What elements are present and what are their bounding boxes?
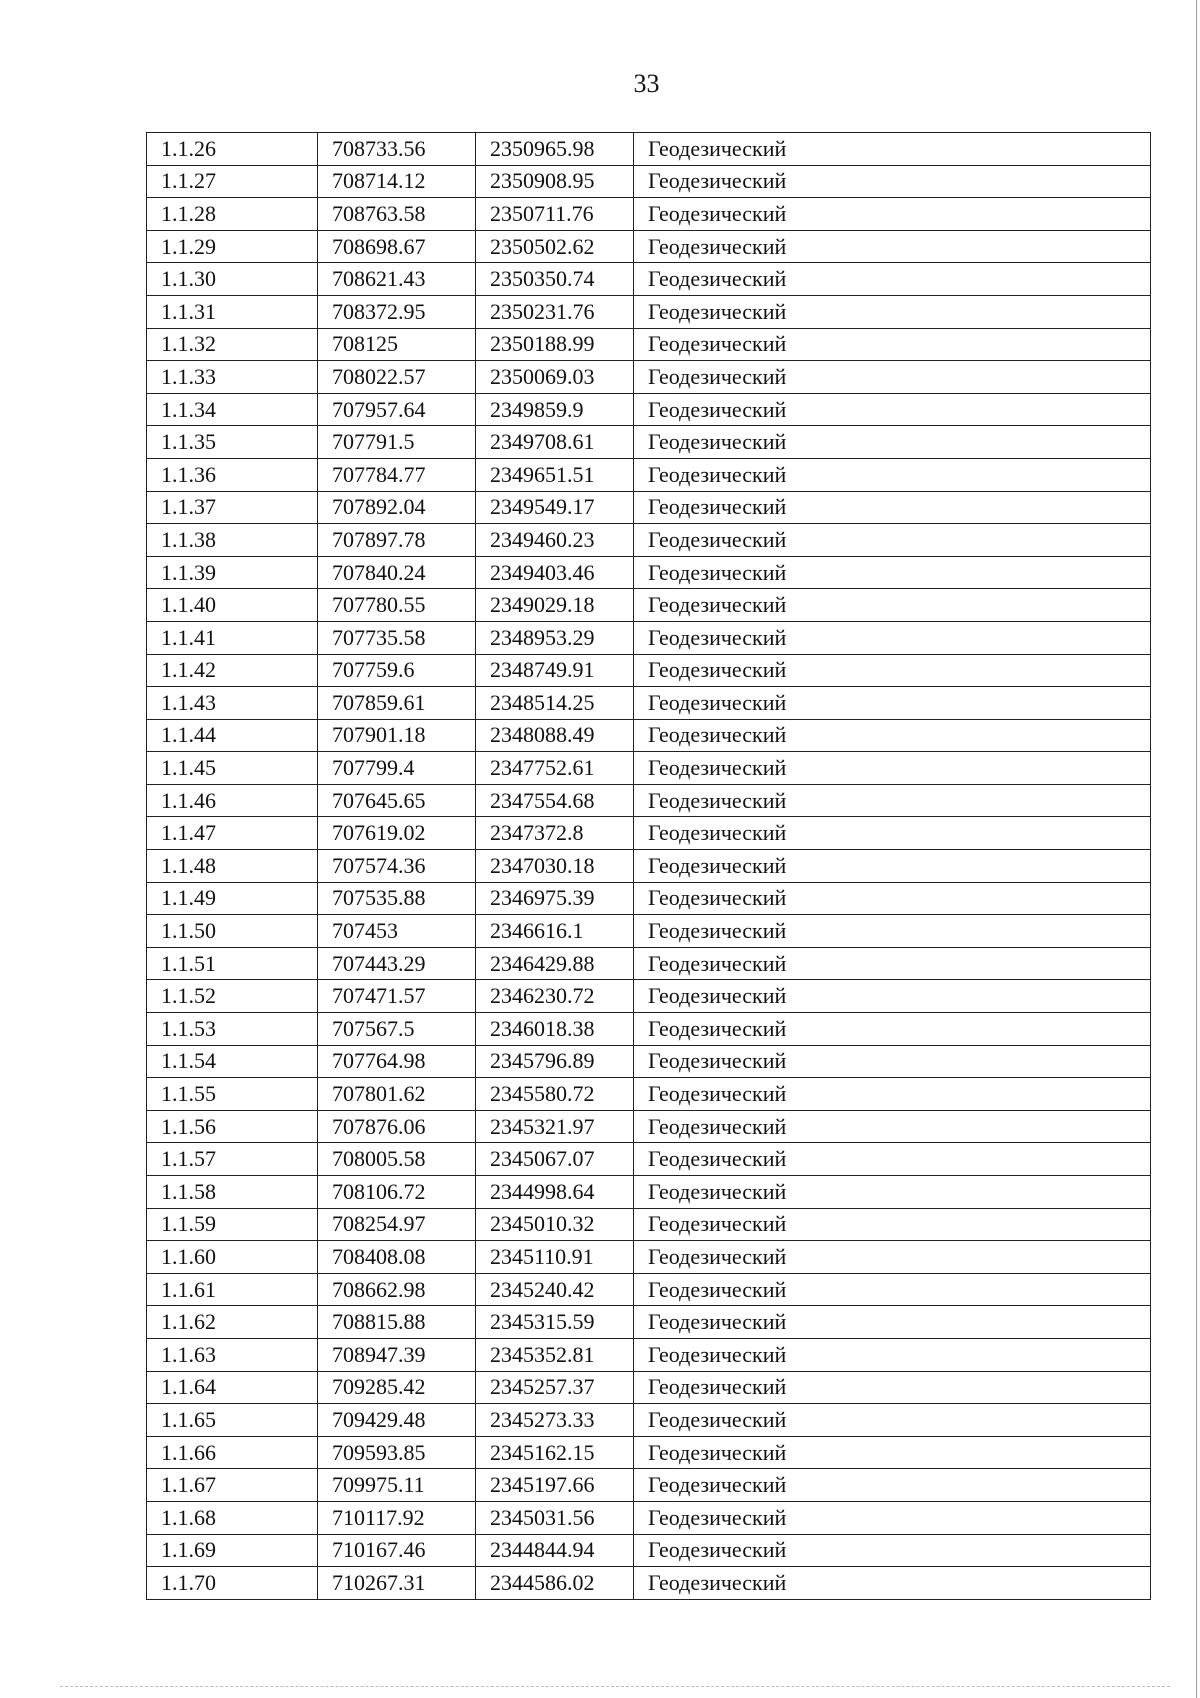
- y-coordinate-cell: 2350069.03: [476, 361, 634, 394]
- x-coordinate-cell: 708763.58: [318, 198, 476, 231]
- table-row: [147, 947, 1151, 980]
- table-row: [147, 426, 1151, 459]
- x-coordinate-cell: 710267.31: [318, 1567, 476, 1600]
- point-type-cell: Геодезический: [634, 752, 1151, 785]
- point-number-cell: 1.1.62: [147, 1306, 318, 1339]
- y-coordinate-cell: 2345352.81: [476, 1338, 634, 1371]
- coordinates-table: [146, 132, 1151, 1600]
- page-right-edge: [1196, 0, 1197, 1698]
- table-row: [147, 1306, 1151, 1339]
- point-number-cell: 1.1.51: [147, 947, 318, 980]
- point-number-cell: 1.1.60: [147, 1241, 318, 1274]
- x-coordinate-cell: 708408.08: [318, 1241, 476, 1274]
- table-row: [147, 719, 1151, 752]
- table-row: [147, 263, 1151, 296]
- point-type-cell: Геодезический: [634, 1534, 1151, 1567]
- table-row: [147, 621, 1151, 654]
- y-coordinate-cell: 2349403.46: [476, 556, 634, 589]
- point-type-cell: Геодезический: [634, 426, 1151, 459]
- table-row: [147, 458, 1151, 491]
- point-type-cell: Геодезический: [634, 947, 1151, 980]
- y-coordinate-cell: 2345010.32: [476, 1208, 634, 1241]
- y-coordinate-cell: 2346018.38: [476, 1013, 634, 1046]
- table-row: [147, 1404, 1151, 1437]
- x-coordinate-cell: 707764.98: [318, 1045, 476, 1078]
- x-coordinate-cell: 707471.57: [318, 980, 476, 1013]
- point-type-cell: Геодезический: [634, 165, 1151, 198]
- table-row: [147, 1534, 1151, 1567]
- y-coordinate-cell: 2348953.29: [476, 621, 634, 654]
- y-coordinate-cell: 2346616.1: [476, 915, 634, 948]
- point-type-cell: Геодезический: [634, 198, 1151, 231]
- y-coordinate-cell: 2349460.23: [476, 524, 634, 557]
- point-number-cell: 1.1.55: [147, 1078, 318, 1111]
- y-coordinate-cell: 2347752.61: [476, 752, 634, 785]
- y-coordinate-cell: 2348749.91: [476, 654, 634, 687]
- point-number-cell: 1.1.70: [147, 1567, 318, 1600]
- x-coordinate-cell: 707619.02: [318, 817, 476, 850]
- point-type-cell: Геодезический: [634, 230, 1151, 263]
- table-row: [147, 817, 1151, 850]
- y-coordinate-cell: 2345067.07: [476, 1143, 634, 1176]
- x-coordinate-cell: 709975.11: [318, 1469, 476, 1502]
- y-coordinate-cell: 2345257.37: [476, 1371, 634, 1404]
- y-coordinate-cell: 2349651.51: [476, 458, 634, 491]
- point-number-cell: 1.1.69: [147, 1534, 318, 1567]
- y-coordinate-cell: 2349549.17: [476, 491, 634, 524]
- table-row: [147, 915, 1151, 948]
- point-type-cell: Геодезический: [634, 654, 1151, 687]
- point-number-cell: 1.1.34: [147, 393, 318, 426]
- point-number-cell: 1.1.37: [147, 491, 318, 524]
- table-row: [147, 393, 1151, 426]
- point-type-cell: Геодезический: [634, 1306, 1151, 1339]
- y-coordinate-cell: 2347030.18: [476, 850, 634, 883]
- x-coordinate-cell: 707799.4: [318, 752, 476, 785]
- y-coordinate-cell: 2344586.02: [476, 1567, 634, 1600]
- table-row: [147, 1273, 1151, 1306]
- y-coordinate-cell: 2350711.76: [476, 198, 634, 231]
- table-row: [147, 752, 1151, 785]
- point-type-cell: Геодезический: [634, 589, 1151, 622]
- x-coordinate-cell: 708815.88: [318, 1306, 476, 1339]
- y-coordinate-cell: 2350231.76: [476, 295, 634, 328]
- point-type-cell: Геодезический: [634, 393, 1151, 426]
- point-number-cell: 1.1.58: [147, 1176, 318, 1209]
- x-coordinate-cell: 707859.61: [318, 687, 476, 720]
- y-coordinate-cell: 2349708.61: [476, 426, 634, 459]
- point-number-cell: 1.1.67: [147, 1469, 318, 1502]
- point-type-cell: Геодезический: [634, 1143, 1151, 1176]
- y-coordinate-cell: 2349029.18: [476, 589, 634, 622]
- point-type-cell: Геодезический: [634, 1371, 1151, 1404]
- x-coordinate-cell: 710117.92: [318, 1501, 476, 1534]
- point-type-cell: Геодезический: [634, 817, 1151, 850]
- x-coordinate-cell: 708621.43: [318, 263, 476, 296]
- table-row: [147, 850, 1151, 883]
- table-row: [147, 882, 1151, 915]
- table-row: [147, 654, 1151, 687]
- x-coordinate-cell: 707645.65: [318, 784, 476, 817]
- table-row: [147, 1143, 1151, 1176]
- y-coordinate-cell: 2345315.59: [476, 1306, 634, 1339]
- table-row: [147, 687, 1151, 720]
- point-type-cell: Геодезический: [634, 1567, 1151, 1600]
- table-row: [147, 133, 1151, 166]
- point-number-cell: 1.1.40: [147, 589, 318, 622]
- point-type-cell: Геодезический: [634, 1045, 1151, 1078]
- point-number-cell: 1.1.26: [147, 133, 318, 166]
- table-row: [147, 556, 1151, 589]
- y-coordinate-cell: 2347372.8: [476, 817, 634, 850]
- point-number-cell: 1.1.32: [147, 328, 318, 361]
- y-coordinate-cell: 2350188.99: [476, 328, 634, 361]
- y-coordinate-cell: 2345162.15: [476, 1436, 634, 1469]
- table-row: [147, 1469, 1151, 1502]
- y-coordinate-cell: 2345321.97: [476, 1110, 634, 1143]
- point-type-cell: Геодезический: [634, 1078, 1151, 1111]
- x-coordinate-cell: 707876.06: [318, 1110, 476, 1143]
- y-coordinate-cell: 2344844.94: [476, 1534, 634, 1567]
- x-coordinate-cell: 707801.62: [318, 1078, 476, 1111]
- x-coordinate-cell: 707791.5: [318, 426, 476, 459]
- x-coordinate-cell: 707840.24: [318, 556, 476, 589]
- point-number-cell: 1.1.68: [147, 1501, 318, 1534]
- table-row: [147, 1078, 1151, 1111]
- y-coordinate-cell: 2347554.68: [476, 784, 634, 817]
- table-row: [147, 1371, 1151, 1404]
- x-coordinate-cell: 708106.72: [318, 1176, 476, 1209]
- x-coordinate-cell: 707780.55: [318, 589, 476, 622]
- table-row: [147, 230, 1151, 263]
- point-type-cell: Геодезический: [634, 621, 1151, 654]
- point-number-cell: 1.1.35: [147, 426, 318, 459]
- y-coordinate-cell: 2348514.25: [476, 687, 634, 720]
- x-coordinate-cell: 707897.78: [318, 524, 476, 557]
- x-coordinate-cell: 708714.12: [318, 165, 476, 198]
- x-coordinate-cell: 710167.46: [318, 1534, 476, 1567]
- table-row: [147, 589, 1151, 622]
- x-coordinate-cell: 708947.39: [318, 1338, 476, 1371]
- point-type-cell: Геодезический: [634, 556, 1151, 589]
- point-type-cell: Геодезический: [634, 1404, 1151, 1437]
- table-row: [147, 1208, 1151, 1241]
- point-number-cell: 1.1.36: [147, 458, 318, 491]
- y-coordinate-cell: 2346230.72: [476, 980, 634, 1013]
- point-type-cell: Геодезический: [634, 328, 1151, 361]
- y-coordinate-cell: 2345580.72: [476, 1078, 634, 1111]
- point-number-cell: 1.1.63: [147, 1338, 318, 1371]
- x-coordinate-cell: 708005.58: [318, 1143, 476, 1176]
- point-type-cell: Геодезический: [634, 263, 1151, 296]
- point-type-cell: Геодезический: [634, 1110, 1151, 1143]
- point-number-cell: 1.1.48: [147, 850, 318, 883]
- point-type-cell: Геодезический: [634, 915, 1151, 948]
- table-row: [147, 784, 1151, 817]
- point-number-cell: 1.1.64: [147, 1371, 318, 1404]
- y-coordinate-cell: 2348088.49: [476, 719, 634, 752]
- x-coordinate-cell: 707957.64: [318, 393, 476, 426]
- point-number-cell: 1.1.44: [147, 719, 318, 752]
- point-type-cell: Геодезический: [634, 1013, 1151, 1046]
- y-coordinate-cell: 2344998.64: [476, 1176, 634, 1209]
- point-type-cell: Геодезический: [634, 1436, 1151, 1469]
- point-number-cell: 1.1.38: [147, 524, 318, 557]
- point-type-cell: Геодезический: [634, 882, 1151, 915]
- coordinates-table-body: [147, 133, 1151, 1600]
- point-number-cell: 1.1.50: [147, 915, 318, 948]
- x-coordinate-cell: 707453: [318, 915, 476, 948]
- point-type-cell: Геодезический: [634, 458, 1151, 491]
- x-coordinate-cell: 708662.98: [318, 1273, 476, 1306]
- point-type-cell: Геодезический: [634, 1338, 1151, 1371]
- point-number-cell: 1.1.52: [147, 980, 318, 1013]
- point-number-cell: 1.1.30: [147, 263, 318, 296]
- point-number-cell: 1.1.31: [147, 295, 318, 328]
- point-number-cell: 1.1.41: [147, 621, 318, 654]
- table-row: [147, 1338, 1151, 1371]
- point-type-cell: Геодезический: [634, 491, 1151, 524]
- page-bottom-edge: [60, 1686, 1170, 1687]
- point-type-cell: Геодезический: [634, 1208, 1151, 1241]
- point-type-cell: Геодезический: [634, 1241, 1151, 1274]
- table-row: [147, 295, 1151, 328]
- point-number-cell: 1.1.53: [147, 1013, 318, 1046]
- point-number-cell: 1.1.27: [147, 165, 318, 198]
- table-row: [147, 328, 1151, 361]
- table-row: [147, 491, 1151, 524]
- y-coordinate-cell: 2345031.56: [476, 1501, 634, 1534]
- point-type-cell: Геодезический: [634, 1273, 1151, 1306]
- point-number-cell: 1.1.49: [147, 882, 318, 915]
- point-number-cell: 1.1.42: [147, 654, 318, 687]
- point-number-cell: 1.1.29: [147, 230, 318, 263]
- point-number-cell: 1.1.39: [147, 556, 318, 589]
- point-number-cell: 1.1.43: [147, 687, 318, 720]
- x-coordinate-cell: 707784.77: [318, 458, 476, 491]
- point-type-cell: Геодезический: [634, 1176, 1151, 1209]
- point-number-cell: 1.1.61: [147, 1273, 318, 1306]
- x-coordinate-cell: 707535.88: [318, 882, 476, 915]
- table-row: [147, 980, 1151, 1013]
- y-coordinate-cell: 2350502.62: [476, 230, 634, 263]
- point-type-cell: Геодезический: [634, 719, 1151, 752]
- x-coordinate-cell: 708698.67: [318, 230, 476, 263]
- point-type-cell: Геодезический: [634, 1501, 1151, 1534]
- point-type-cell: Геодезический: [634, 1469, 1151, 1502]
- x-coordinate-cell: 707567.5: [318, 1013, 476, 1046]
- table-row: [147, 1241, 1151, 1274]
- x-coordinate-cell: 709593.85: [318, 1436, 476, 1469]
- point-type-cell: Геодезический: [634, 361, 1151, 394]
- table-row: [147, 165, 1151, 198]
- point-number-cell: 1.1.65: [147, 1404, 318, 1437]
- y-coordinate-cell: 2349859.9: [476, 393, 634, 426]
- y-coordinate-cell: 2345197.66: [476, 1469, 634, 1502]
- point-type-cell: Геодезический: [634, 133, 1151, 166]
- point-number-cell: 1.1.47: [147, 817, 318, 850]
- y-coordinate-cell: 2346975.39: [476, 882, 634, 915]
- table-row: [147, 198, 1151, 231]
- point-type-cell: Геодезический: [634, 524, 1151, 557]
- y-coordinate-cell: 2345796.89: [476, 1045, 634, 1078]
- x-coordinate-cell: 708372.95: [318, 295, 476, 328]
- point-type-cell: Геодезический: [634, 295, 1151, 328]
- x-coordinate-cell: 709285.42: [318, 1371, 476, 1404]
- point-number-cell: 1.1.66: [147, 1436, 318, 1469]
- x-coordinate-cell: 708254.97: [318, 1208, 476, 1241]
- y-coordinate-cell: 2350908.95: [476, 165, 634, 198]
- x-coordinate-cell: 708022.57: [318, 361, 476, 394]
- x-coordinate-cell: 707574.36: [318, 850, 476, 883]
- point-number-cell: 1.1.54: [147, 1045, 318, 1078]
- x-coordinate-cell: 708125: [318, 328, 476, 361]
- x-coordinate-cell: 707443.29: [318, 947, 476, 980]
- table-row: [147, 1045, 1151, 1078]
- table-row: [147, 1013, 1151, 1046]
- y-coordinate-cell: 2345273.33: [476, 1404, 634, 1437]
- point-number-cell: 1.1.28: [147, 198, 318, 231]
- point-number-cell: 1.1.57: [147, 1143, 318, 1176]
- y-coordinate-cell: 2350965.98: [476, 133, 634, 166]
- table-row: [147, 1110, 1151, 1143]
- table-row: [147, 1567, 1151, 1600]
- point-number-cell: 1.1.59: [147, 1208, 318, 1241]
- y-coordinate-cell: 2350350.74: [476, 263, 634, 296]
- x-coordinate-cell: 708733.56: [318, 133, 476, 166]
- table-row: [147, 524, 1151, 557]
- x-coordinate-cell: 707735.58: [318, 621, 476, 654]
- table-row: [147, 361, 1151, 394]
- y-coordinate-cell: 2346429.88: [476, 947, 634, 980]
- table-row: [147, 1176, 1151, 1209]
- y-coordinate-cell: 2345110.91: [476, 1241, 634, 1274]
- point-number-cell: 1.1.33: [147, 361, 318, 394]
- point-type-cell: Геодезический: [634, 850, 1151, 883]
- x-coordinate-cell: 709429.48: [318, 1404, 476, 1437]
- point-number-cell: 1.1.56: [147, 1110, 318, 1143]
- x-coordinate-cell: 707892.04: [318, 491, 476, 524]
- y-coordinate-cell: 2345240.42: [476, 1273, 634, 1306]
- point-number-cell: 1.1.46: [147, 784, 318, 817]
- point-type-cell: Геодезический: [634, 687, 1151, 720]
- point-number-cell: 1.1.45: [147, 752, 318, 785]
- page-number: 33: [633, 69, 660, 98]
- x-coordinate-cell: 707759.6: [318, 654, 476, 687]
- table-row: [147, 1501, 1151, 1534]
- x-coordinate-cell: 707901.18: [318, 719, 476, 752]
- table-row: [147, 1436, 1151, 1469]
- point-type-cell: Геодезический: [634, 784, 1151, 817]
- point-type-cell: Геодезический: [634, 980, 1151, 1013]
